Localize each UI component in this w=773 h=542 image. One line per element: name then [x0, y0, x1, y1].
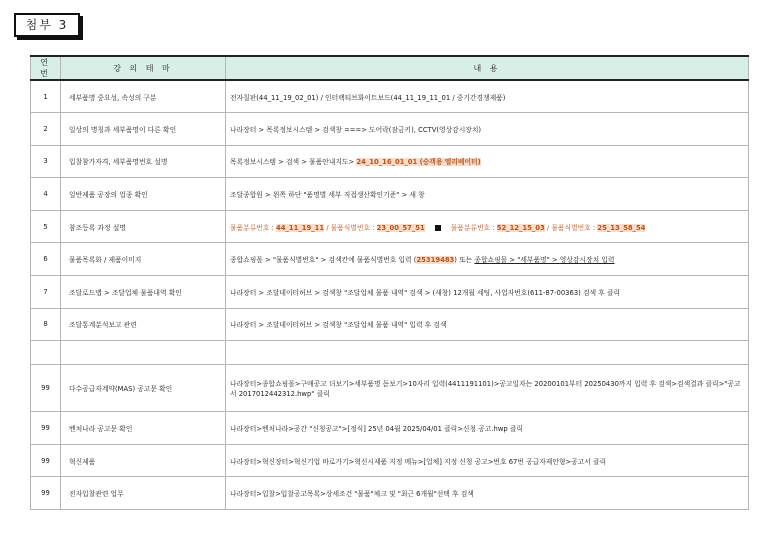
row-content [226, 341, 749, 365]
table-header-row [31, 56, 749, 80]
row-topic: 혁신제품 [61, 444, 226, 477]
classification-code: 52_12_15_03 [496, 223, 545, 232]
row-no: 1 [31, 80, 61, 113]
content-text: 목록정보시스템 > 검색 > 물품안내지도> [230, 158, 357, 167]
row-no: 99 [31, 412, 61, 445]
square-bullet-icon [435, 225, 441, 231]
row-content: 나라장터>벤처나라>공간 "신청공고">[정식] 25년 04월 2025/04/01 클릭>신청 공고.hwp 클릭 [226, 412, 749, 445]
row-topic: 물품목록화 / 제품이미지 [61, 243, 226, 276]
row-topic: 세부품명 중요성, 속성의 구분 [61, 80, 226, 113]
row-content [226, 145, 749, 178]
attachment-tag: 첨부 3 [14, 13, 80, 37]
row-topic: 조달통계분석보고 관련 [61, 308, 226, 341]
table-row [31, 444, 749, 477]
classification-code: 44_11_19_11 [276, 223, 325, 232]
row-topic: 다수공급자계약(MAS) 공고문 확인 [61, 365, 226, 412]
row-no: 4 [31, 178, 61, 211]
identification-code: 23_00_57_51 [376, 223, 425, 232]
row-no: 6 [31, 243, 61, 276]
content-text: 종합쇼핑몰 > "물품식별번호" > 검색칸에 물품식별번호 입력 ( [230, 256, 417, 265]
label-classification: 물품분류번호 : [450, 223, 497, 232]
table-row [31, 477, 749, 510]
header-content: 내 용 [226, 56, 749, 80]
underlined-path: 종합쇼핑몰 > "세부품명" > 영상감시장치 입력 [474, 256, 615, 265]
row-topic: 참조등록 과정 설명 [61, 210, 226, 243]
label-classification: 물품분류번호 : [230, 223, 277, 232]
row-no: 2 [31, 113, 61, 146]
header-topic: 강 의 테 마 [61, 56, 226, 80]
highlight-code: 25319483 [416, 256, 455, 265]
row-topic: 일반제품 공장의 업종 확인 [61, 178, 226, 211]
table-row [31, 243, 749, 276]
table-row [31, 178, 749, 211]
row-no [31, 341, 61, 365]
table-row [31, 308, 749, 341]
identification-code: 25_13_58_54 [597, 223, 646, 232]
table-row [31, 145, 749, 178]
table-row [31, 412, 749, 445]
table-row [31, 80, 749, 113]
table-row [31, 276, 749, 309]
table-row-empty [31, 341, 749, 365]
table-row [31, 113, 749, 146]
row-content: 전자칠판(44_11_19_02_01) / 인터랙티브화이트보드(44_11_19_11_01 / 중기간경쟁제품) [226, 80, 749, 113]
lecture-table [30, 55, 749, 510]
row-content: 나라장터>혁신장터>혁신기업 바로가기>혁신시제품 지정 메뉴>[업체] 지정 신청 공고>번호 67번 공급자제안형>공고서 클릭 [226, 444, 749, 477]
row-topic: 조달로드맵 > 조달업체 물품내역 확인 [61, 276, 226, 309]
row-topic: 입찰참가자격, 세부품명번호 설명 [61, 145, 226, 178]
row-content [226, 210, 749, 243]
row-no: 7 [31, 276, 61, 309]
row-content: 나라장터>종합쇼핑몰>구매공고 더보기>세부품명 돋보기>10자리 입력(4411191101)>공고일자는 20200101부터 20250430까지 입력 후 검색>검색결과 클릭>"공고서 2017012442312.hwp" 클릭 [226, 365, 749, 412]
header-no: 연 번 [31, 56, 61, 80]
row-no: 99 [31, 477, 61, 510]
row-content: 나라장터 > 목록정보시스템 > 검색창 ===> 도어락(잠금키), CCTV(영상감시장치) [226, 113, 749, 146]
highlight-code: 24_10_16_01_01 (승객용 엘리베이터) [356, 158, 481, 167]
table-row [31, 210, 749, 243]
row-topic [61, 341, 226, 365]
row-no: 99 [31, 365, 61, 412]
table-row [31, 365, 749, 412]
label-identification: / 물품식별번호 : [544, 223, 598, 232]
row-content: 나라장터 > 조달데이터허브 > 검색창 "조달업체 물품 내역" 입력 후 검색 [226, 308, 749, 341]
label-identification: / 물품식별번호 : [324, 223, 377, 232]
row-content: 조달종합원 > 왼쪽 하단 "품명별 세부 직접생산확인기준" > 새 창 [226, 178, 749, 211]
row-no: 5 [31, 210, 61, 243]
row-content [226, 243, 749, 276]
content-text: ) 또는 [454, 256, 475, 265]
row-no: 3 [31, 145, 61, 178]
row-no: 8 [31, 308, 61, 341]
row-topic: 벤처나라 공고문 확인 [61, 412, 226, 445]
row-content: 나라장터>입찰>입찰공고목록>상세조건 "물품"체크 및 "최근 6개월"선택 후 검색 [226, 477, 749, 510]
row-no: 99 [31, 444, 61, 477]
row-content: 나라장터 > 조달데이터허브 > 검색창 "조달업체 물품 내역" 검색 > (새창) 12개월 세팅, 사업자번호(611-87-00363) 검색 후 클릭 [226, 276, 749, 309]
row-topic: 일상의 명칭과 세부품명이 다른 확인 [61, 113, 226, 146]
row-topic: 전자입찰관련 업무 [61, 477, 226, 510]
